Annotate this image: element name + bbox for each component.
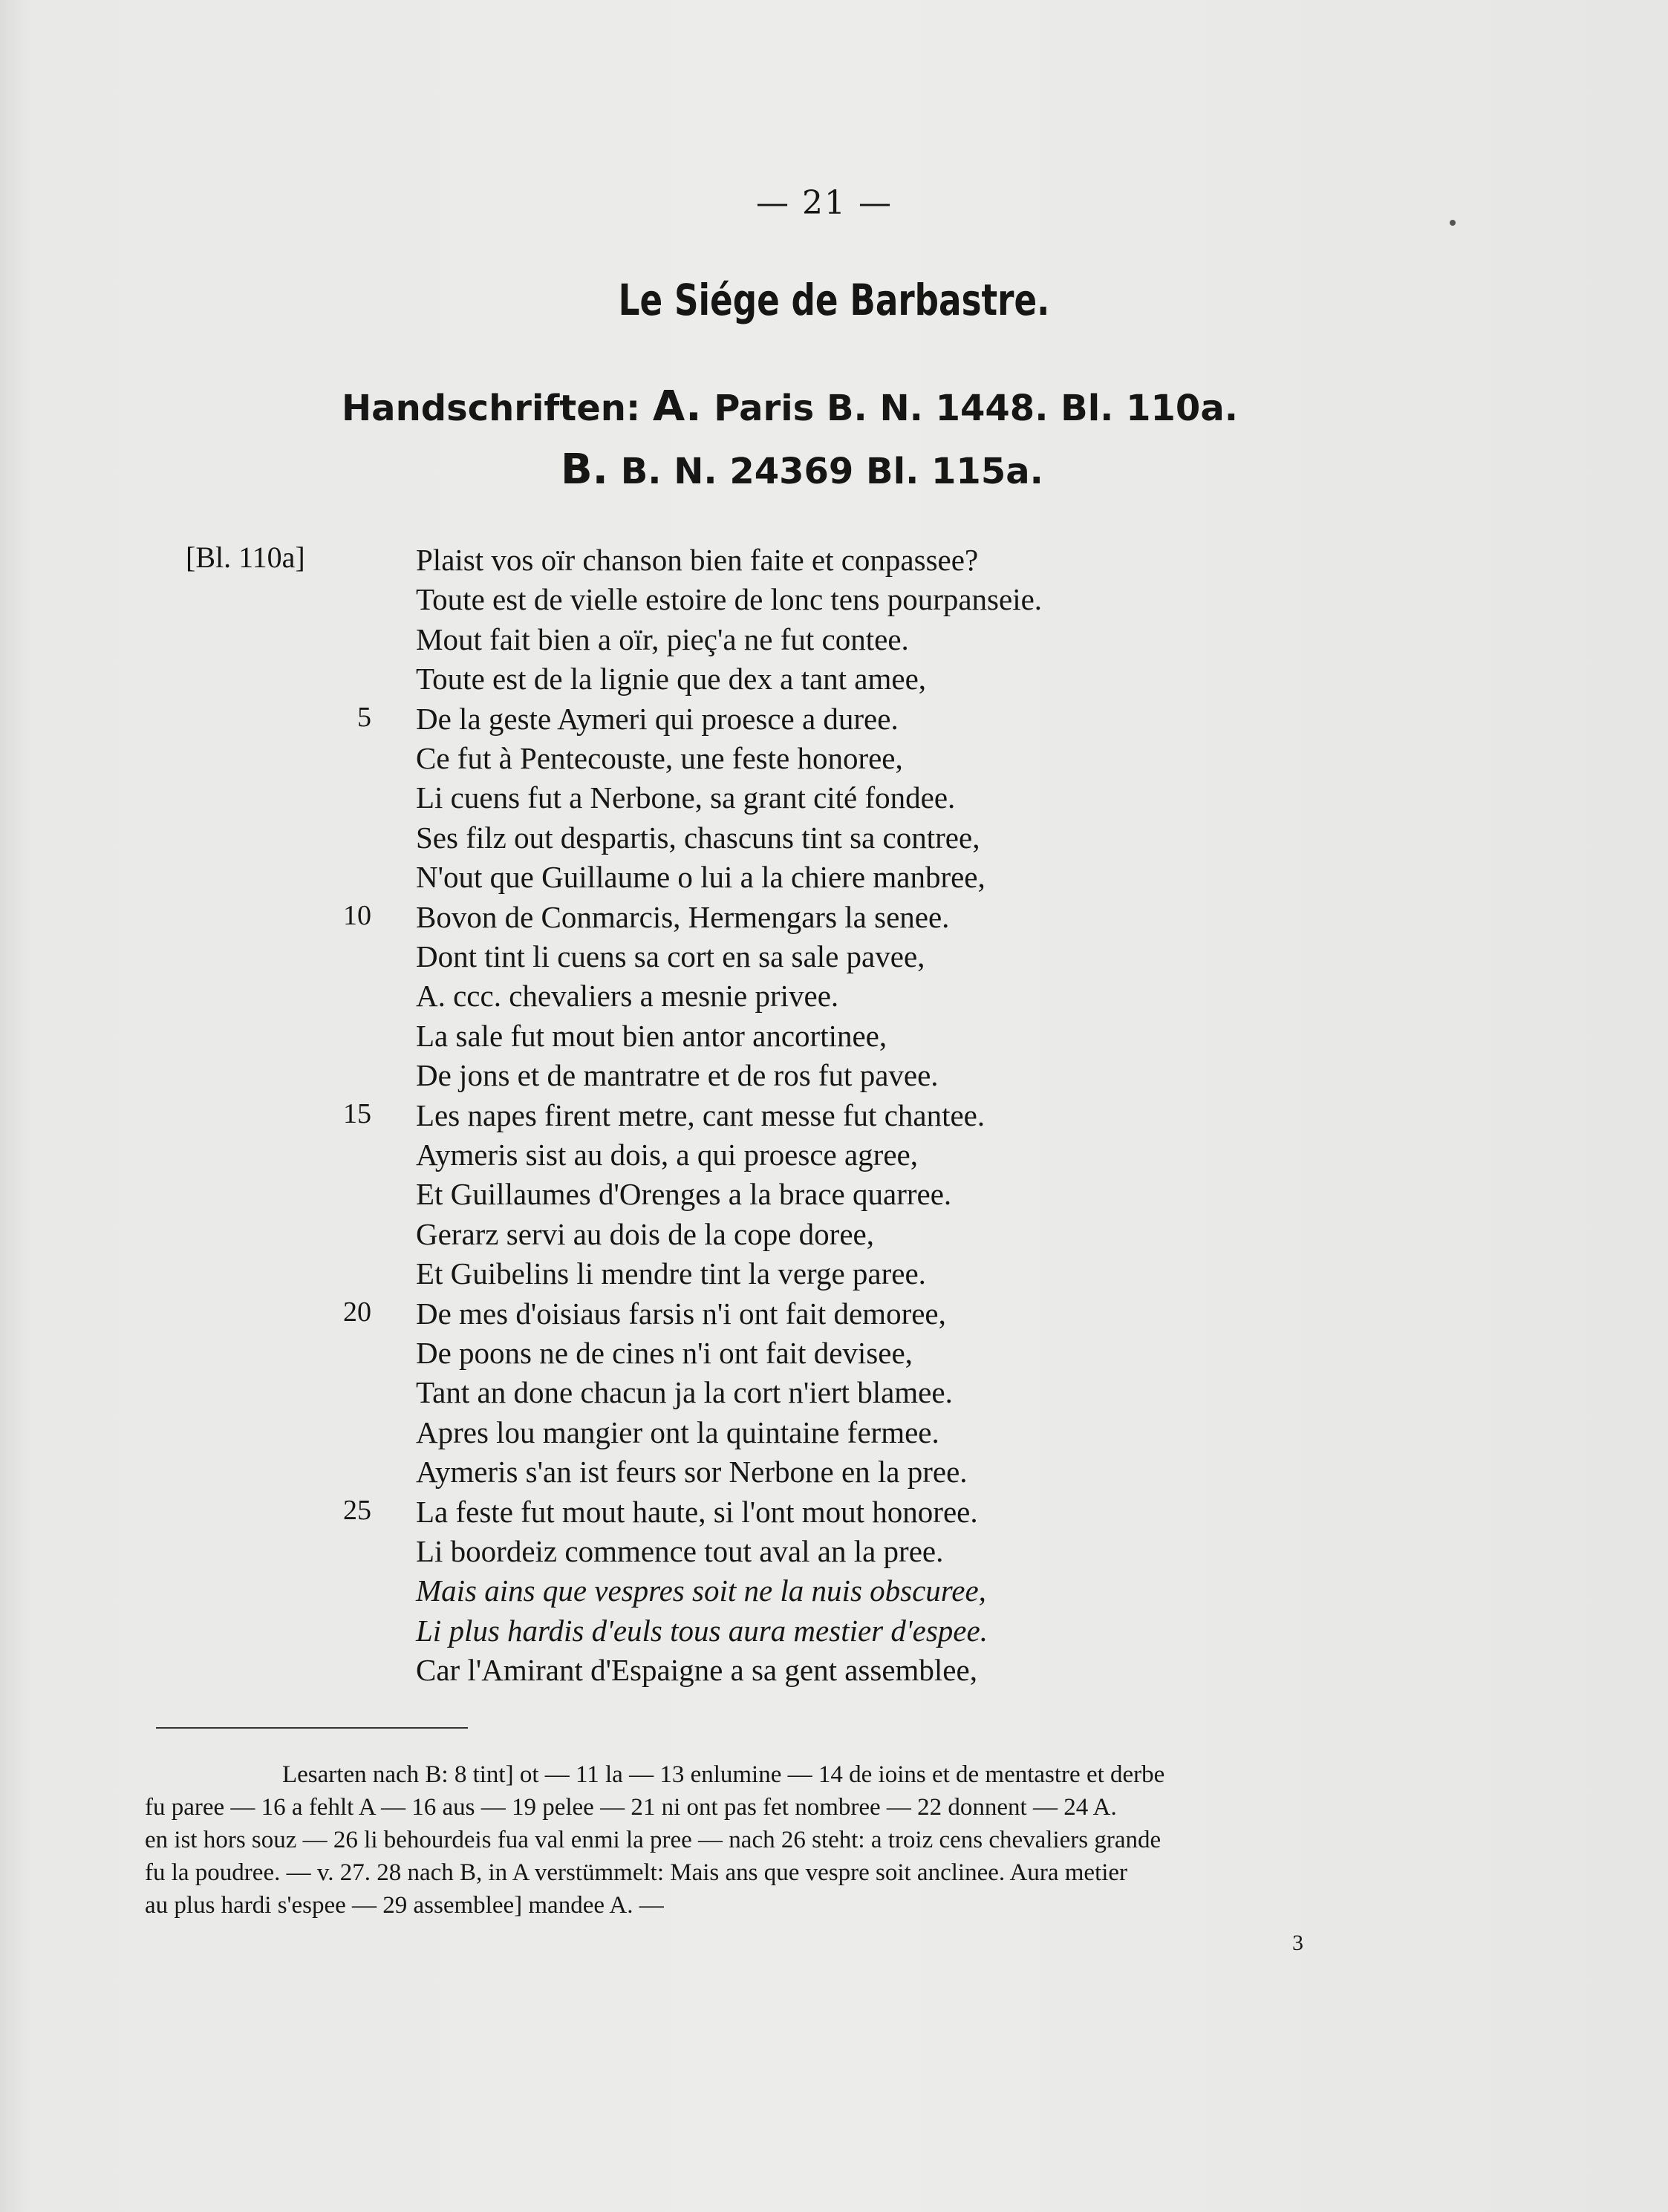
verse-line (0, 1454, 1668, 1494)
verse-text: De la geste Aymeri qui proesce a duree. (416, 701, 899, 736)
manuscript-b-siglum: B. (561, 446, 608, 494)
verse-text: Dont tint li cuens sa cort en sa sale pavee, (416, 939, 925, 973)
verse-text: Plaist vos oïr chanson bien faite et conpassee? (416, 543, 979, 577)
verse-line (0, 1296, 1668, 1336)
verse-text: Li cuens fut a Nerbone, sa grant cité fondee. (416, 780, 956, 815)
verse-text: Bovon de Conmarcis, Hermengars la senee. (416, 899, 950, 934)
verse-line (0, 1533, 1668, 1573)
verse-text: Aymeris sist au dois, a qui proesce agree, (416, 1138, 918, 1172)
verse-text: Tant an done chacun ja la cort n'iert blamee. (416, 1375, 953, 1410)
verse-line (0, 1018, 1668, 1058)
variant-line: en ist hors souz — 26 li behourdeis fua val enmi la pree — nach 26 steht: a troiz cens chevaliers grande (145, 1827, 1162, 1853)
manuscript-a-reference: Paris B. N. 1448. Bl. 110a. (714, 388, 1238, 429)
verse-line (0, 1256, 1668, 1296)
signature-mark: 3 (1292, 1931, 1303, 1955)
verse-line (0, 740, 1668, 780)
verse-text: Apres lou mangier ont la quintaine fermee. (416, 1415, 939, 1449)
verse-text: A. ccc. chevaliers a mesnie privee. (416, 979, 839, 1014)
verse-line (0, 1097, 1668, 1138)
verse-text: Li boordeiz commence tout aval an la pree. (416, 1534, 944, 1568)
manuscripts-label: Handschriften: (342, 388, 641, 429)
line-number: 20 (343, 1296, 371, 1328)
verse-line (0, 1494, 1668, 1534)
footnote-rule (156, 1727, 468, 1729)
verse-text: N'out que Guillaume o lui a la chiere manbree, (416, 860, 986, 895)
verse-line (0, 1374, 1668, 1415)
verse-text: Gerarz servi au dois de la cope doree, (416, 1216, 874, 1251)
verse-line (0, 1415, 1668, 1455)
verse-text: Et Guibelins li mendre tint la verge paree. (416, 1256, 926, 1291)
verse-line (0, 1057, 1668, 1097)
verse-line (0, 1137, 1668, 1177)
verse-text: De jons et de mantratre et de ros fut pavee. (416, 1058, 939, 1093)
variant-line: fu la poudree. — v. 27. 28 nach B, in A verstümmelt: Mais ans que vespre soit anclinee. Aura metier (145, 1859, 1128, 1886)
verse-text: La sale fut mout bien antor ancortinee, (416, 1018, 887, 1053)
verse-line (0, 621, 1668, 662)
line-number: 25 (343, 1494, 371, 1526)
verse-text: Li plus hardis d'euls tous aura mestier d'espee. (416, 1613, 988, 1648)
manuscript-b-reference: B. N. 24369 Bl. 115a. (620, 451, 1043, 492)
verse-line (0, 661, 1668, 701)
verse-line (0, 978, 1668, 1018)
verse-line (0, 1652, 1668, 1692)
verse-text: Car l'Amirant d'Espaigne a sa gent assemblee, (416, 1653, 977, 1688)
verse-line (0, 820, 1668, 860)
line-number: 15 (343, 1097, 371, 1129)
verse-text: La feste fut mout haute, si l'ont mout honoree. (416, 1494, 978, 1529)
variant-line: au plus hardi s'espee — 29 assemblee] mandee A. — (145, 1892, 664, 1919)
verse-line (0, 939, 1668, 979)
verse-line (0, 859, 1668, 899)
verse-text: Toute est de la lignie que dex a tant amee, (416, 662, 927, 696)
verse-line (0, 1613, 1668, 1653)
verse-line (0, 1335, 1668, 1375)
verse-text: Mout fait bien a oïr, pieç'a ne fut contee. (416, 621, 909, 656)
verse-line (0, 1216, 1668, 1256)
verse-line (0, 899, 1668, 939)
verse-line (0, 581, 1668, 621)
folio-marker: [Bl. 110a] (186, 541, 305, 574)
verse-text: Ses filz out despartis, chascuns tint sa contree, (416, 820, 980, 855)
verse-text: De poons ne de cines n'i ont fait devisee, (416, 1336, 913, 1370)
variant-readings (145, 1758, 1422, 1922)
verse-line (0, 1176, 1668, 1216)
line-number: 5 (357, 701, 371, 733)
verse-line (0, 542, 1668, 582)
verse-line (0, 780, 1668, 820)
variant-line: fu paree — 16 a fehlt A — 16 aus — 19 pelee — 21 ni ont pas fet nombree — 22 donnent — 24 A. (145, 1794, 1117, 1821)
manuscript-a-siglum: A. (652, 382, 702, 431)
verse-text: Toute est de vielle estoire de lonc tens pourpanseie. (416, 582, 1043, 617)
verse-text: De mes d'oisiaus farsis n'i ont fait demoree, (416, 1296, 946, 1331)
verse-text: Ce fut à Pentecouste, une feste honoree, (416, 741, 903, 775)
verse-text: Et Guillaumes d'Orenges a la brace quarree. (416, 1177, 952, 1212)
page-title: Le Siége de Barbastre. (618, 275, 1050, 325)
verse-line (0, 1573, 1668, 1613)
line-number: 10 (343, 899, 371, 931)
page-number: — 21 — (756, 184, 893, 222)
variant-line: Lesarten nach B: 8 tint] ot — 11 la — 13 enlumine — 14 de ioins et de mentastre et derbe (282, 1761, 1165, 1788)
verse-text: Mais ains que vespres soit ne la nuis obscuree, (416, 1573, 986, 1608)
verse-text: Aymeris s'an ist feurs sor Nerbone en la pree. (416, 1455, 968, 1490)
verse-line (0, 701, 1668, 741)
verse-text: Les napes firent metre, cant messe fut chantee. (416, 1097, 986, 1132)
